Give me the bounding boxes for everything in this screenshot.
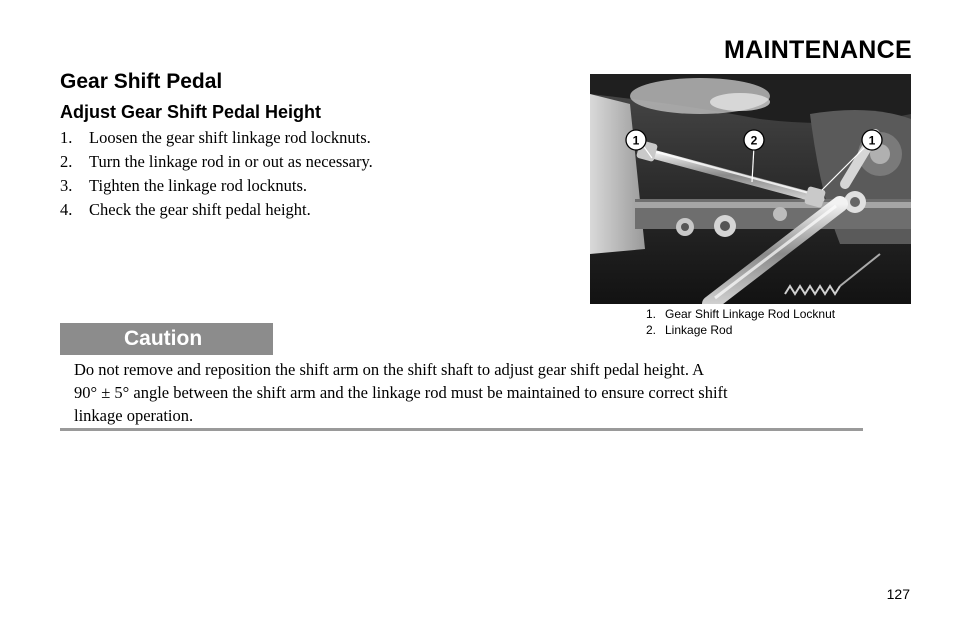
step-item (60, 175, 373, 199)
callout-marker (862, 130, 882, 150)
step-text: Turn the linkage rod in or out as necessary. (89, 152, 373, 171)
step-text: Loosen the gear shift linkage rod locknuts. (89, 128, 371, 147)
step-number: 2. (60, 152, 73, 171)
caution-line: linkage operation. (74, 406, 194, 425)
caution-label: Caution (124, 327, 203, 350)
caution-line: Do not remove and reposition the shift arm on the shift shaft to adjust gear shift pedal height. A (74, 360, 705, 379)
step-text: Tighten the linkage rod locknuts. (89, 176, 307, 195)
caution-line: 90° ± 5° angle between the shift arm and the linkage rod must be maintained to ensure correct shift (74, 383, 728, 402)
caption-text: Linkage Rod (665, 323, 733, 337)
step-item (60, 127, 373, 151)
caption-item (646, 322, 835, 338)
page-number: 127 (886, 586, 910, 602)
callout-label: 2 (750, 133, 758, 148)
caution-text (74, 358, 864, 427)
subsection-title: Adjust Gear Shift Pedal Height (60, 102, 322, 122)
step-number: 3. (60, 176, 73, 195)
linkage-photo-drawing (590, 74, 911, 304)
caption-item (646, 306, 835, 322)
step-item (60, 151, 373, 175)
caption-number: 1. (646, 307, 657, 321)
page-header: MAINTENANCE (723, 36, 912, 64)
step-text: Check the gear shift pedal height. (89, 200, 311, 219)
linkage-photo (590, 74, 911, 304)
callout-marker (744, 130, 764, 150)
caption-number: 2. (646, 323, 657, 337)
figure-captions (646, 306, 835, 338)
step-number: 1. (60, 128, 73, 147)
callout-label: 1 (632, 133, 640, 148)
callout-label: 1 (868, 133, 876, 148)
step-item (60, 199, 373, 223)
procedure-steps (60, 127, 373, 223)
section-title: Gear Shift Pedal (60, 70, 223, 93)
callout-marker (626, 130, 646, 150)
caption-text: Gear Shift Linkage Rod Locknut (665, 307, 836, 321)
section-divider (60, 428, 863, 431)
caution-banner (60, 323, 273, 355)
step-number: 4. (60, 200, 73, 219)
